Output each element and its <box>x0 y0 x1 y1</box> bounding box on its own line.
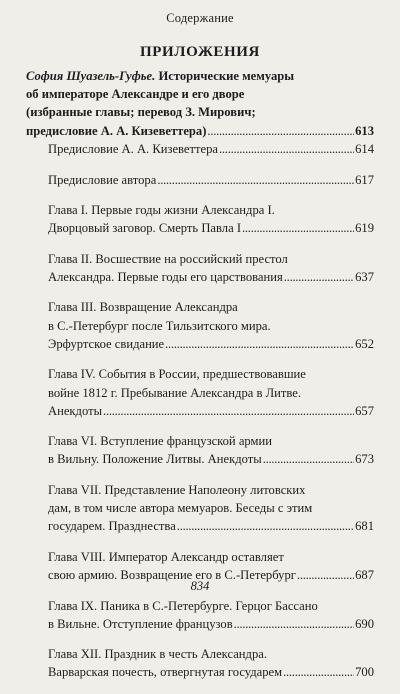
toc-entry <box>48 365 374 420</box>
toc-entry-line: Глава VIII. Император Александр оставляет <box>48 549 284 564</box>
toc-entry <box>48 201 374 237</box>
main-entry-line <box>26 67 374 85</box>
toc-entry-last-text: Анекдоты <box>48 403 103 418</box>
folio-page-number: 834 <box>190 579 210 593</box>
toc-entry-last-line <box>48 268 374 286</box>
main-entry <box>26 67 374 140</box>
dot-leader <box>234 615 354 633</box>
dot-leader <box>219 140 354 158</box>
toc-entry <box>48 481 374 536</box>
toc-entry-last-text: Предисловие автора <box>48 172 157 187</box>
toc-entry <box>48 250 374 286</box>
toc-entry-last-line <box>48 615 374 633</box>
toc-entry-last-text: Варварская почесть, отвергнутая государем <box>48 665 283 680</box>
dot-leader <box>242 219 354 237</box>
toc-entry-last-text: Дворцовый заговор. Смерть Павла I <box>48 221 242 236</box>
toc-entry-page-number: 617 <box>355 172 374 187</box>
toc-entry-last-text: Предисловие А. А. Кизеветтера <box>48 142 218 156</box>
dot-leader <box>165 335 354 353</box>
dot-leader <box>103 402 354 420</box>
toc-entry-page-number: 619 <box>355 221 374 236</box>
toc-entry-line: дам, в том числе автора мемуаров. Беседы с этим <box>48 501 313 516</box>
toc-entry-last-text: государем. Празднества <box>48 519 176 534</box>
main-entry-page-number: 613 <box>355 123 374 138</box>
dot-leader <box>177 517 354 535</box>
toc-entry-line: Глава II. Восшествие на российский престол <box>48 251 288 266</box>
toc-entry <box>48 140 374 158</box>
toc-entry <box>48 597 374 633</box>
toc-entry-page-number: 673 <box>355 452 374 467</box>
toc-entry-page-number: 614 <box>355 142 374 156</box>
dot-leader <box>263 450 354 468</box>
main-entry-last-line <box>26 122 374 140</box>
dot-leader <box>157 171 354 189</box>
toc-entries <box>48 140 374 694</box>
toc-entry-line: войне 1812 г. Пребывание Александра в Литве. <box>48 385 301 400</box>
toc-entry <box>48 298 374 353</box>
toc-entry-line: Глава VI. Вступление французской армии <box>48 434 272 449</box>
toc-entry-last-text: в Вильне. Отступление французов <box>48 616 233 631</box>
toc-entry <box>48 645 374 681</box>
toc-entry-line: Глава IX. Паника в С.-Петербурге. Герцог Бассано <box>48 598 318 613</box>
toc-entry-page-number: 681 <box>355 519 374 534</box>
running-head: Содержание <box>166 11 234 25</box>
toc-entry-page-number: 657 <box>355 403 374 418</box>
toc-entry-last-line <box>48 402 374 420</box>
dot-leader <box>207 122 354 140</box>
toc-entry-page-number: 687 <box>355 568 374 583</box>
toc-entry <box>48 171 374 189</box>
toc-entry-last-line <box>48 663 374 681</box>
toc-entry-page-number: 700 <box>355 665 374 680</box>
toc-entry-last-line <box>48 450 374 468</box>
toc-entry-last-line <box>48 140 374 158</box>
toc-entry-line: Глава XII. Праздник в честь Александра. <box>48 647 267 662</box>
section-title: ПРИЛОЖЕНИЯ <box>140 44 260 60</box>
toc-entry-last-text: в Вильну. Положение Литвы. Анекдоты <box>48 452 262 467</box>
toc-entry-line: Глава IV. События в России, предшествовавшие <box>48 367 306 382</box>
toc-entry-last-line <box>48 335 374 353</box>
toc-entry-last-text: Эрфуртское свидание <box>48 336 165 351</box>
main-entry-line: об императоре Александре и его дворе <box>26 87 245 102</box>
dot-leader <box>284 268 354 286</box>
toc-entry-page-number: 637 <box>355 269 374 284</box>
dot-leader <box>283 663 354 681</box>
toc-entry-last-text: свою армию. Возвращение его в С.-Петербург <box>48 568 296 583</box>
toc-entry-line: Глава I. Первые годы жизни Александра I. <box>48 203 275 217</box>
toc-entry-last-line <box>48 171 374 189</box>
toc-entry <box>48 432 374 468</box>
toc-entry-page-number: 652 <box>355 336 374 351</box>
toc-entry-last-line <box>48 219 374 237</box>
toc-entry-line: Глава III. Возвращение Александра <box>48 300 238 315</box>
toc-entry-page-number: 690 <box>355 616 374 631</box>
toc-entry-line: Глава VII. Представление Наполеону литовских <box>48 482 306 497</box>
toc-entry-line: в С.-Петербург после Тильзитского мира. <box>48 318 271 333</box>
main-entry-line: (избранные главы; перевод З. Мирович; <box>26 105 256 120</box>
toc-entry-last-line <box>48 517 374 535</box>
main-entry-author: София Шуазель-Гуфье. <box>26 69 156 83</box>
toc-entry-last-text: Александра. Первые годы его царствования <box>48 269 283 284</box>
main-entry-last-text: предисловие А. А. Кизеветтера) <box>26 123 207 138</box>
main-entry-title-start: Исторические мемуары <box>158 69 295 83</box>
